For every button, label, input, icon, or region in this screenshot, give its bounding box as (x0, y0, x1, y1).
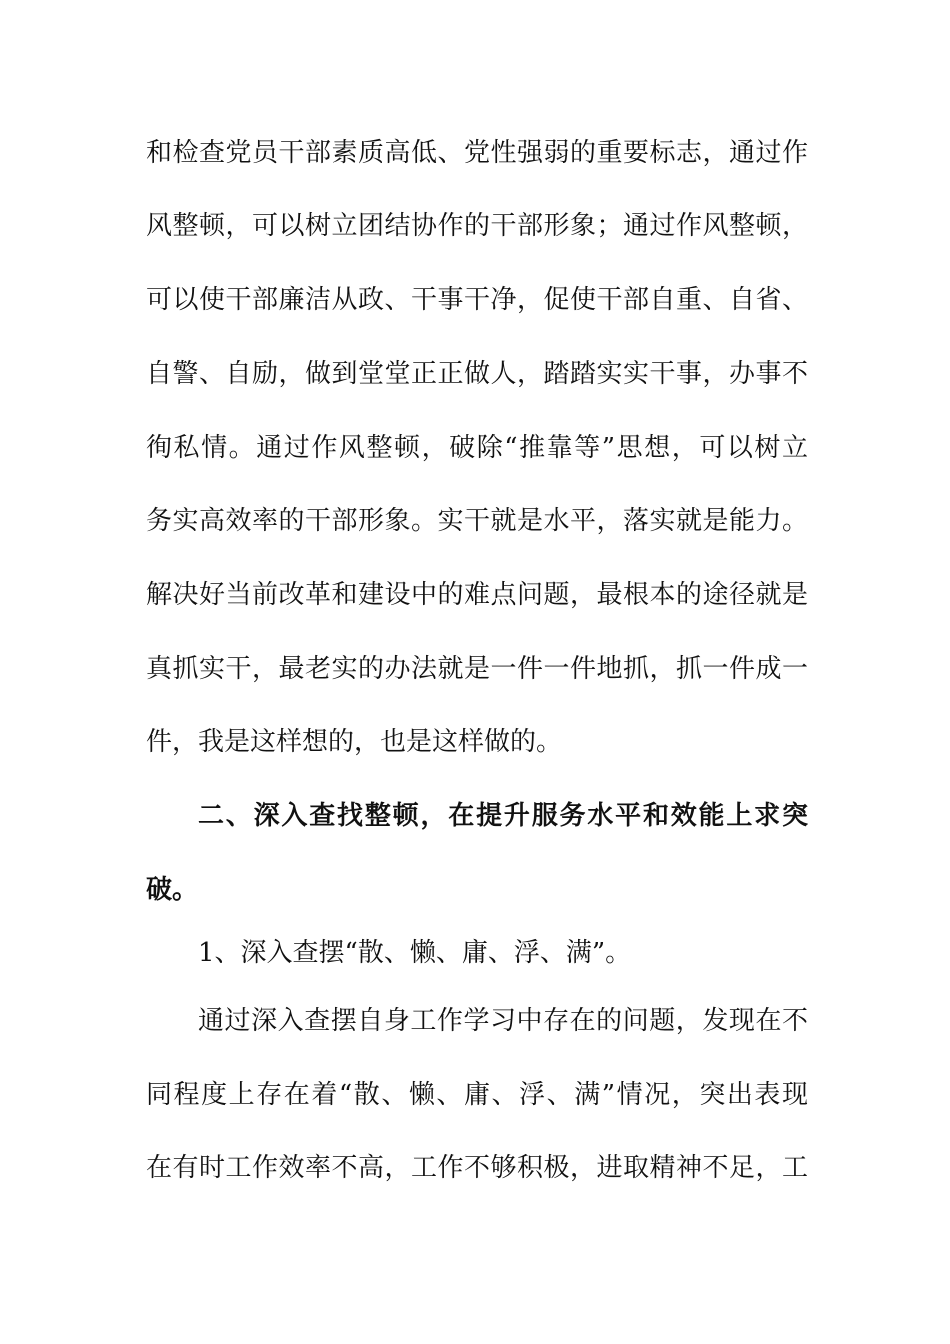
body-text-line: 件，我是这样想的，也是这样做的。 (146, 727, 563, 757)
body-text-line: 徇私情。通过作风整顿，破除“推靠等”思想，可以树立 (146, 433, 808, 463)
body-text-line: 和检查党员干部素质高低、党性强弱的重要标志，通过作 (146, 138, 808, 168)
body-text-line: 风整顿，可以树立团结协作的干部形象；通过作风整顿， (146, 211, 808, 241)
body-text-line: 可以使干部廉洁从政、干事干净，促使干部自重、自省、 (146, 285, 808, 315)
body-text-line: 解决好当前改革和建设中的难点问题，最根本的途径就是 (146, 580, 808, 610)
body-text-line: 务实高效率的干部形象。实干就是水平，落实就是能力。 (146, 506, 808, 536)
section-heading-continued: 破。 (146, 875, 199, 905)
body-text-line: 同程度上存在着“散、懒、庸、浮、满”情况，突出表现 (146, 1080, 808, 1110)
subsection-heading: 1、深入查摆“散、懒、庸、浮、满”。 (198, 938, 632, 968)
body-text-line: 通过深入查摆自身工作学习中存在的问题，发现在不 (198, 1006, 808, 1036)
body-text-line: 真抓实干，最老实的办法就是一件一件地抓，抓一件成一 (146, 654, 808, 684)
body-text-line: 在有时工作效率不高，工作不够积极，进取精神不足，工 (146, 1153, 808, 1183)
body-text-line: 自警、自励，做到堂堂正正做人，踏踏实实干事，办事不 (146, 359, 808, 389)
section-heading: 二、深入查找整顿，在提升服务水平和效能上求突 (198, 801, 808, 831)
